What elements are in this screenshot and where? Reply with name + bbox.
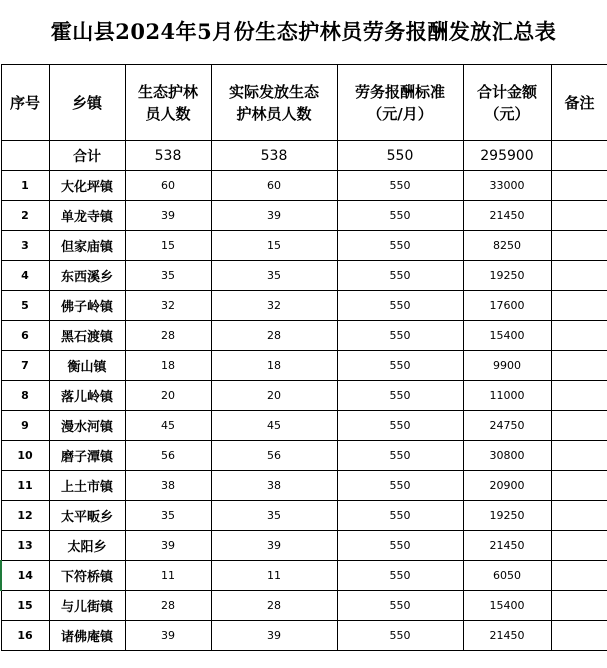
row-eco-count-cell[interactable]: 39 — [125, 201, 211, 231]
table-row — [1, 351, 607, 381]
row-remarks-cell[interactable] — [551, 381, 607, 411]
row-paid-count-cell[interactable]: 18 — [211, 351, 337, 381]
row-index-cell[interactable]: 12 — [1, 501, 49, 531]
sheet-title: 霍山县2024年5月份生态护林员劳务报酬发放汇总表 — [50, 19, 557, 44]
row-eco-count-cell[interactable]: 35 — [125, 501, 211, 531]
table-row — [1, 561, 607, 591]
row-paid-count-cell[interactable]: 15 — [211, 231, 337, 261]
table-row — [1, 501, 607, 531]
row-index-cell[interactable]: 7 — [1, 351, 49, 381]
row-town-cell[interactable]: 东西溪乡 — [49, 261, 125, 291]
row-standard-cell[interactable]: 550 — [337, 411, 463, 441]
row-paid-count-cell[interactable]: 20 — [211, 381, 337, 411]
row-index-cell[interactable]: 11 — [1, 471, 49, 501]
row-town-cell[interactable]: 诸佛庵镇 — [49, 621, 125, 651]
row-eco-count-cell[interactable]: 38 — [125, 471, 211, 501]
total-eco-count[interactable]: 538 — [125, 141, 211, 171]
row-eco-count-cell[interactable]: 28 — [125, 591, 211, 621]
row-paid-count-cell[interactable]: 39 — [211, 531, 337, 561]
row-eco-count-cell[interactable]: 18 — [125, 351, 211, 381]
row-town-cell[interactable]: 磨子潭镇 — [49, 441, 125, 471]
row-eco-count-cell[interactable]: 28 — [125, 321, 211, 351]
row-paid-count-cell[interactable]: 35 — [211, 261, 337, 291]
row-town-cell[interactable]: 漫水河镇 — [49, 411, 125, 441]
row-standard-cell[interactable]: 550 — [337, 501, 463, 531]
row-paid-count-cell[interactable]: 32 — [211, 291, 337, 321]
row-remarks-cell[interactable] — [551, 591, 607, 621]
row-amount-cell[interactable]: 19250 — [463, 261, 551, 291]
row-amount-cell[interactable]: 24750 — [463, 411, 551, 441]
row-index-cell[interactable]: 16 — [1, 621, 49, 651]
row-index-cell[interactable]: 13 — [1, 531, 49, 561]
row-eco-count-cell[interactable]: 56 — [125, 441, 211, 471]
total-index-cell[interactable] — [1, 141, 49, 171]
header-standard[interactable]: 劳务报酬标准 （元/月） — [337, 65, 463, 141]
table-row — [1, 441, 607, 471]
row-standard-cell[interactable]: 550 — [337, 321, 463, 351]
row-town-cell[interactable]: 太阳乡 — [49, 531, 125, 561]
header-town[interactable]: 乡镇 — [49, 65, 125, 141]
row-town-cell[interactable]: 上土市镇 — [49, 471, 125, 501]
row-paid-count-cell[interactable]: 60 — [211, 171, 337, 201]
row-amount-cell[interactable]: 30800 — [463, 441, 551, 471]
row-town-cell[interactable]: 太平畈乡 — [49, 501, 125, 531]
row-paid-count-cell[interactable]: 28 — [211, 591, 337, 621]
row-amount-cell[interactable]: 19250 — [463, 501, 551, 531]
row-town-cell[interactable]: 佛子岭镇 — [49, 291, 125, 321]
row-remarks-cell[interactable] — [551, 261, 607, 291]
header-eco-count[interactable]: 生态护林 员人数 — [125, 65, 211, 141]
row-standard-cell[interactable]: 550 — [337, 291, 463, 321]
row-town-cell[interactable]: 落儿岭镇 — [49, 381, 125, 411]
row-amount-cell[interactable]: 8250 — [463, 231, 551, 261]
row-town-cell[interactable]: 下符桥镇 — [49, 561, 125, 591]
row-remarks-cell[interactable] — [551, 531, 607, 561]
row-standard-cell[interactable]: 550 — [337, 441, 463, 471]
row-standard-cell[interactable]: 550 — [337, 261, 463, 291]
total-row — [1, 141, 607, 171]
table-row — [1, 321, 607, 351]
row-eco-count-cell[interactable]: 45 — [125, 411, 211, 441]
total-label[interactable]: 合计 — [49, 141, 125, 171]
row-paid-count-cell[interactable]: 45 — [211, 411, 337, 441]
table-row — [1, 411, 607, 441]
row-paid-count-cell[interactable]: 28 — [211, 321, 337, 351]
row-town-cell[interactable]: 大化坪镇 — [49, 171, 125, 201]
table-row — [1, 291, 607, 321]
row-amount-cell[interactable]: 17600 — [463, 291, 551, 321]
table-row — [1, 201, 607, 231]
row-amount-cell[interactable]: 15400 — [463, 321, 551, 351]
total-amount[interactable]: 295900 — [463, 141, 551, 171]
total-standard[interactable]: 550 — [337, 141, 463, 171]
row-amount-cell[interactable]: 21450 — [463, 621, 551, 651]
row-town-cell[interactable]: 与儿街镇 — [49, 591, 125, 621]
row-index-cell[interactable]: 9 — [1, 411, 49, 441]
row-amount-cell[interactable]: 33000 — [463, 171, 551, 201]
row-standard-cell[interactable]: 550 — [337, 561, 463, 591]
row-standard-cell[interactable]: 550 — [337, 471, 463, 501]
row-paid-count-cell[interactable]: 39 — [211, 201, 337, 231]
row-standard-cell[interactable]: 550 — [337, 531, 463, 561]
header-index[interactable]: 序号 — [1, 65, 49, 141]
row-eco-count-cell[interactable]: 32 — [125, 291, 211, 321]
row-amount-cell[interactable]: 21450 — [463, 531, 551, 561]
row-index-cell[interactable]: 2 — [1, 201, 49, 231]
row-amount-cell[interactable]: 11000 — [463, 381, 551, 411]
header-paid-count[interactable]: 实际发放生态 护林员人数 — [211, 65, 337, 141]
row-remarks-cell[interactable] — [551, 321, 607, 351]
row-remarks-cell[interactable] — [551, 351, 607, 381]
row-standard-cell[interactable]: 550 — [337, 621, 463, 651]
table-row — [1, 171, 607, 201]
row-eco-count-cell[interactable]: 11 — [125, 561, 211, 591]
row-index-cell[interactable]: 10 — [1, 441, 49, 471]
table-row — [1, 231, 607, 261]
row-eco-count-cell[interactable]: 35 — [125, 261, 211, 291]
total-remarks[interactable] — [551, 141, 607, 171]
table-row — [1, 471, 607, 501]
row-index-cell[interactable]: 4 — [1, 261, 49, 291]
row-eco-count-cell[interactable]: 39 — [125, 531, 211, 561]
row-remarks-cell[interactable] — [551, 621, 607, 651]
row-remarks-cell[interactable] — [551, 411, 607, 441]
table-row — [1, 621, 607, 651]
row-standard-cell[interactable]: 550 — [337, 201, 463, 231]
row-standard-cell[interactable]: 550 — [337, 591, 463, 621]
row-town-cell[interactable]: 但家庙镇 — [49, 231, 125, 261]
salary-summary-table — [0, 64, 607, 651]
row-standard-cell[interactable]: 550 — [337, 351, 463, 381]
row-remarks-cell[interactable] — [551, 471, 607, 501]
row-remarks-cell[interactable] — [551, 441, 607, 471]
row-amount-cell[interactable]: 21450 — [463, 201, 551, 231]
row-remarks-cell[interactable] — [551, 501, 607, 531]
total-paid-count[interactable]: 538 — [211, 141, 337, 171]
row-remarks-cell[interactable] — [551, 561, 607, 591]
row-paid-count-cell[interactable]: 38 — [211, 471, 337, 501]
row-amount-cell[interactable]: 9900 — [463, 351, 551, 381]
row-standard-cell[interactable]: 550 — [337, 231, 463, 261]
row-index-cell[interactable]: 6 — [1, 321, 49, 351]
row-paid-count-cell[interactable]: 11 — [211, 561, 337, 591]
row-index-cell[interactable]: 8 — [1, 381, 49, 411]
row-town-cell[interactable]: 单龙寺镇 — [49, 201, 125, 231]
row-amount-cell[interactable]: 6050 — [463, 561, 551, 591]
row-remarks-cell[interactable] — [551, 171, 607, 201]
row-town-cell[interactable]: 黑石渡镇 — [49, 321, 125, 351]
row-town-cell[interactable]: 衡山镇 — [49, 351, 125, 381]
table-row — [1, 261, 607, 291]
row-index-cell[interactable]: 1 — [1, 171, 49, 201]
row-paid-count-cell[interactable]: 56 — [211, 441, 337, 471]
row-paid-count-cell[interactable]: 39 — [211, 621, 337, 651]
row-index-cell[interactable]: 15 — [1, 591, 49, 621]
table-row — [1, 531, 607, 561]
row-index-cell[interactable]: 5 — [1, 291, 49, 321]
row-remarks-cell[interactable] — [551, 231, 607, 261]
header-total-amount[interactable]: 合计金额 （元） — [463, 65, 551, 141]
row-eco-count-cell[interactable]: 60 — [125, 171, 211, 201]
row-index-cell[interactable]: 14 — [1, 561, 49, 591]
header-remarks[interactable]: 备注 — [551, 65, 607, 141]
row-amount-cell[interactable]: 20900 — [463, 471, 551, 501]
row-standard-cell[interactable]: 550 — [337, 381, 463, 411]
row-paid-count-cell[interactable]: 35 — [211, 501, 337, 531]
row-eco-count-cell[interactable]: 15 — [125, 231, 211, 261]
row-index-cell[interactable]: 3 — [1, 231, 49, 261]
header-row — [1, 65, 607, 141]
row-eco-count-cell[interactable]: 39 — [125, 621, 211, 651]
row-remarks-cell[interactable] — [551, 201, 607, 231]
table-row — [1, 591, 607, 621]
table-row — [1, 381, 607, 411]
row-remarks-cell[interactable] — [551, 291, 607, 321]
row-amount-cell[interactable]: 15400 — [463, 591, 551, 621]
row-eco-count-cell[interactable]: 20 — [125, 381, 211, 411]
row-standard-cell[interactable]: 550 — [337, 171, 463, 201]
